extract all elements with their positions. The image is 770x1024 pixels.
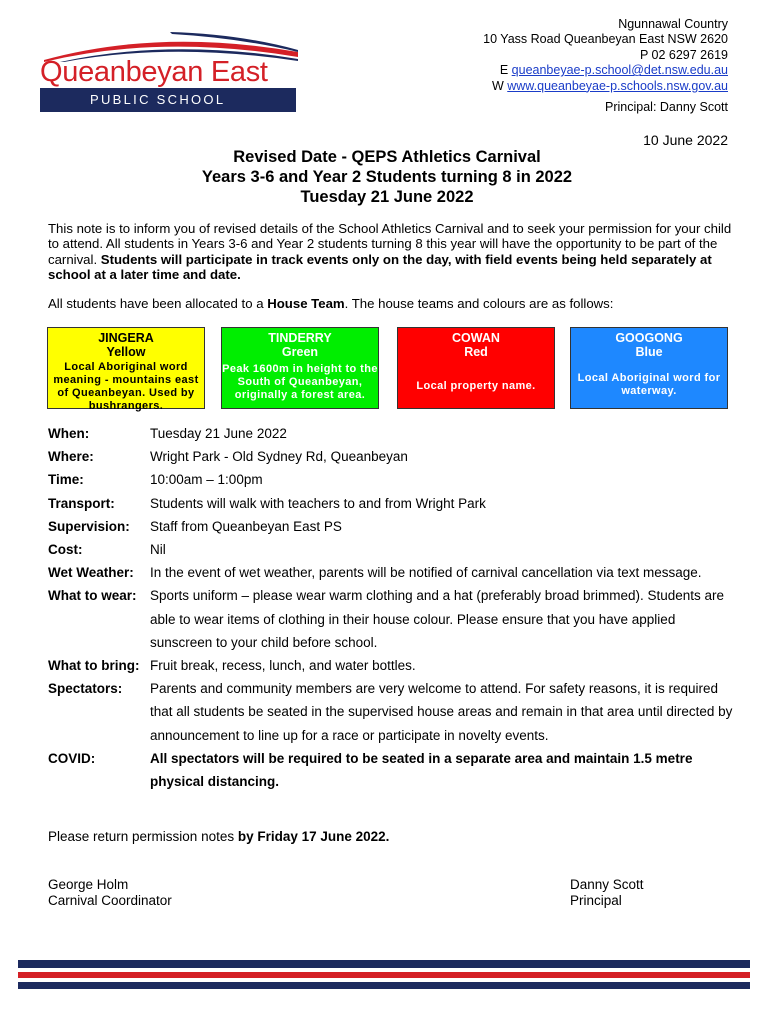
- detail-row-where: [48, 445, 738, 468]
- detail-value: Parents and community members are very welcome to attend. For safety reasons, it is required that all students be seated in the supervised house areas and remain in that area until directed by announcement to line up for a race or participate in novelty events.: [150, 681, 733, 743]
- house-colour: Blue: [635, 345, 663, 359]
- address-web-row: [483, 79, 728, 94]
- detail-label: Time:: [48, 472, 84, 488]
- footer-stripe-navy: [18, 960, 750, 968]
- intro-paragraph: [48, 221, 732, 282]
- detail-value: Nil: [150, 542, 166, 558]
- detail-value: Sports uniform – please wear warm clothing and a hat (preferably broad brimmed). Students are able to wear items of clothing in their house colour. Please ensure that you have applied sunscreen to your child before school.: [150, 588, 725, 650]
- house-name: TINDERRY: [268, 331, 332, 345]
- school-address: [483, 17, 728, 94]
- return-note-deadline: by Friday 17 June 2022.: [237, 829, 390, 844]
- principal-name: Principal: Danny Scott: [605, 100, 728, 114]
- email-prefix: E: [499, 63, 512, 78]
- signature-name: George Holm: [48, 877, 129, 892]
- house-description: Local Aboriginal word meaning - mountains east of Queanbeyan. Used by bushrangers.: [53, 361, 199, 412]
- letter-date: 10 June 2022: [643, 132, 728, 148]
- detail-value: All spectators will be required to be seated in a separate area and maintain 1.5 metre physical distancing.: [150, 750, 693, 790]
- detail-row-wet-weather: [48, 561, 738, 584]
- email-link[interactable]: queanbeyae-p.school@det.nsw.edu.au: [511, 63, 728, 78]
- detail-row-when: [48, 422, 738, 445]
- detail-label: COVID:: [48, 750, 96, 766]
- house-box-tinderry: [221, 327, 379, 409]
- title-line-3: Tuesday 21 June 2022: [300, 188, 474, 206]
- detail-row-spectators: [48, 677, 738, 747]
- logo-subtitle: PUBLIC SCHOOL: [40, 88, 296, 112]
- house-description: Peak 1600m in height to the South of Queanbeyan, originally a forest area.: [222, 363, 378, 401]
- intro-bold-text: Students will participate in track events only on the day, with field events being held separately at school at a later time and date.: [48, 251, 712, 282]
- signature-name: Danny Scott: [570, 877, 644, 892]
- detail-value: Students will walk with teachers to and from Wright Park: [150, 495, 486, 511]
- footer-stripe-navy-bottom: [18, 982, 750, 989]
- letter-title: [0, 147, 770, 207]
- house-description: Local property name.: [416, 380, 536, 392]
- detail-row-what-to-bring: [48, 654, 738, 677]
- address-country: Ngunnawal Country: [618, 17, 728, 31]
- signature-role: Principal: [570, 893, 622, 908]
- detail-row-covid: [48, 747, 738, 793]
- website-link[interactable]: www.queanbeyae-p.schools.nsw.gov.au: [507, 78, 728, 93]
- detail-label: Where:: [48, 449, 94, 465]
- school-logo: [36, 26, 298, 110]
- detail-row-what-to-wear: [48, 584, 738, 654]
- detail-row-cost: [48, 538, 738, 561]
- houses-intro-bold: House Team: [267, 296, 345, 311]
- detail-value: In the event of wet weather, parents will be notified of carnival cancellation via text message.: [150, 565, 702, 581]
- detail-label: Cost:: [48, 542, 83, 558]
- web-prefix: W: [491, 78, 508, 93]
- signature-principal: [570, 877, 644, 909]
- house-name: JINGERA: [98, 331, 154, 345]
- house-description: Local Aboriginal word for waterway.: [577, 372, 721, 397]
- detail-row-transport: [48, 492, 738, 515]
- signature-coordinator: [48, 877, 172, 909]
- house-box-jingera: [47, 327, 205, 412]
- intro-text: This note is to inform you of revised details of the School Athletics Carnival and to seek your permission for your child to attend. All students in Years 3-6 and Year 2 students turning 8 this year will have the opportunity to be part of the carnival.: [48, 221, 732, 267]
- detail-value: Wright Park - Old Sydney Rd, Queanbeyan: [150, 449, 408, 465]
- detail-label: Transport:: [48, 495, 115, 511]
- house-box-googong: [570, 327, 728, 409]
- detail-value: 10:00am – 1:00pm: [150, 472, 263, 488]
- detail-label: Spectators:: [48, 681, 123, 697]
- houses-intro: [48, 296, 732, 311]
- title-line-2: Years 3-6 and Year 2 Students turning 8 in 2022: [201, 168, 573, 186]
- detail-row-time: [48, 468, 738, 491]
- title-line-1: Revised Date - QEPS Athletics Carnival: [233, 148, 541, 166]
- house-name: GOOGONG: [615, 331, 683, 345]
- detail-value: Staff from Queanbeyan East PS: [150, 518, 342, 534]
- detail-label: Supervision:: [48, 518, 130, 534]
- return-note: [48, 829, 389, 844]
- detail-row-supervision: [48, 515, 738, 538]
- detail-value: Fruit break, recess, lunch, and water bottles.: [150, 658, 416, 674]
- detail-label: What to wear:: [48, 588, 137, 604]
- houses-intro-before: All students have been allocated to a: [48, 296, 268, 311]
- house-box-cowan: [397, 327, 555, 409]
- logo-school-name: Queanbeyan East: [40, 56, 268, 88]
- detail-value: Tuesday 21 June 2022: [150, 426, 287, 441]
- address-street: 10 Yass Road Queanbeyan East NSW 2620: [483, 32, 728, 47]
- house-name: COWAN: [452, 331, 500, 345]
- houses-intro-after: . The house teams and colours are as follows:: [344, 296, 614, 311]
- carnival-details: [48, 422, 738, 793]
- detail-label: What to bring:: [48, 658, 140, 674]
- return-note-text: Please return permission notes: [48, 829, 238, 844]
- house-colour: Green: [281, 345, 319, 359]
- signature-role: Carnival Coordinator: [48, 893, 172, 908]
- detail-label: Wet Weather:: [48, 565, 134, 581]
- footer-stripe-red: [18, 972, 750, 978]
- address-phone: P 02 6297 2619: [639, 47, 728, 62]
- detail-label: When:: [48, 426, 90, 441]
- house-colour: Yellow: [106, 345, 146, 359]
- address-email-row: [483, 63, 728, 78]
- house-colour: Red: [464, 345, 488, 359]
